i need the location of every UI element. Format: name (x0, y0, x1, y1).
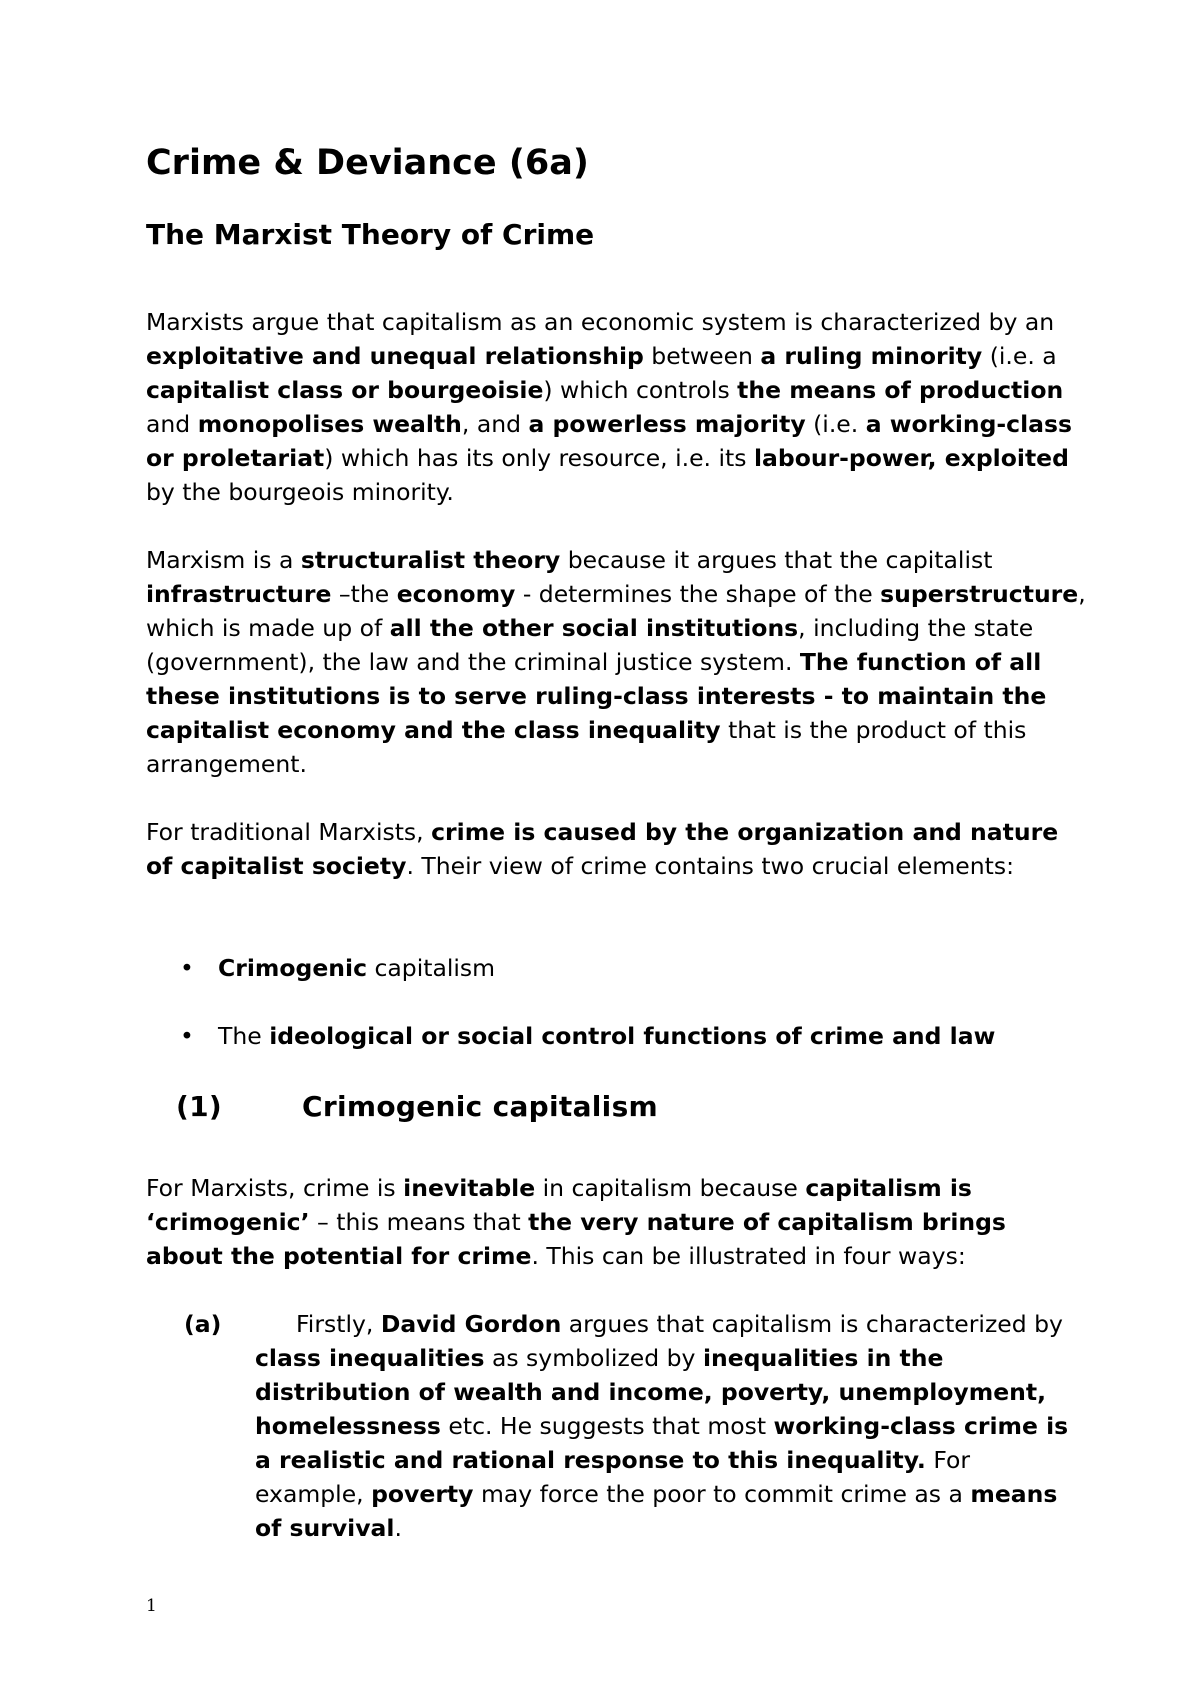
bold-text: class inequalities (255, 1344, 485, 1372)
bold-text: means of survival (255, 1480, 1058, 1542)
bold-text: structuralist theory (300, 546, 561, 574)
text-run: ) which controls (543, 376, 738, 404)
bullet-text (218, 1022, 995, 1050)
paragraph-marxist-argument (146, 305, 1086, 509)
bullet-icon: • (180, 1022, 194, 1050)
text-run: - determines the shape of the (515, 580, 881, 608)
bold-text: exploitative and unequal relationship (146, 342, 644, 370)
text-run: ) which has its only resource, i.e. its (324, 444, 754, 472)
bullet-item (180, 951, 495, 985)
text-run: argues that capitalism is characterized by (561, 1310, 1063, 1338)
bold-text: all the other social institutions (389, 614, 799, 642)
list-item-label: (a) (184, 1310, 222, 1338)
text-run: (i.e. a (982, 342, 1057, 370)
bold-text: Crimogenic (218, 954, 367, 982)
text-run: and (146, 410, 198, 438)
bold-text: ideological or social control functions of crime and law (269, 1022, 996, 1050)
bold-text: the means of production (737, 376, 1064, 404)
document-title: Crime & Deviance (6a) (146, 143, 589, 183)
text-run: For traditional Marxists, (146, 818, 432, 846)
bullet-item (180, 1019, 995, 1053)
bold-text: David Gordon (380, 1310, 562, 1338)
text-run: –the (331, 580, 397, 608)
text-run: as symbolized by (484, 1344, 703, 1372)
text-run: . Their view of crime contains two crucial elements: (406, 852, 1014, 880)
bold-text: the very nature of capitalism brings about the potential for crime (146, 1208, 1006, 1270)
list-item-runs (255, 1310, 1068, 1542)
bold-text: crime is caused by the organization and nature of capitalist society (146, 818, 1059, 880)
text-run: For Marxists, crime is (146, 1174, 404, 1202)
bold-text: a working-class or proletariat (146, 410, 1072, 472)
bold-text: a ruling minority (760, 342, 983, 370)
text-run: between (643, 342, 761, 370)
text-run: (i.e. (805, 410, 866, 438)
bullet-text (218, 954, 495, 982)
bold-text: monopolises wealth (197, 410, 462, 438)
text-run: , including the state (government), the law and the criminal justice system. (146, 614, 1034, 676)
text-run: Marxism is a (146, 546, 301, 574)
bold-text: capitalism is ‘crimogenic’ (146, 1174, 972, 1236)
text-run: capitalism (367, 954, 496, 982)
section-number: (1) (176, 1090, 222, 1123)
document-subtitle: The Marxist Theory of Crime (146, 218, 595, 251)
text-run: in capitalism because (535, 1174, 806, 1202)
paragraph-crimogenic (146, 1171, 1086, 1273)
list-item-text (255, 1307, 1085, 1545)
bold-text: labour-power, exploited (753, 444, 1069, 472)
paragraph-structuralist-theory (146, 543, 1086, 781)
text-run: . (394, 1514, 402, 1542)
bold-text: infrastructure (146, 580, 332, 608)
text-run: Firstly, (296, 1310, 381, 1338)
section-heading (176, 1090, 658, 1123)
page-number: 1 (146, 1596, 157, 1616)
text-run: Marxists argue that capitalism as an economic system is characterized by an (146, 308, 1055, 336)
bold-text: inevitable (403, 1174, 536, 1202)
bold-text: poverty (371, 1480, 474, 1508)
bold-text: capitalist class or bourgeoisie (146, 376, 544, 404)
text-run: may force the poor to commit crime as a (473, 1480, 971, 1508)
text-run: , which is made up of (146, 580, 1086, 642)
text-run: , and (461, 410, 529, 438)
bold-text: superstructure (880, 580, 1079, 608)
text-run: . This can be illustrated in four ways: (531, 1242, 966, 1270)
bold-text: a powerless majority (528, 410, 806, 438)
paragraph-traditional-marxists (146, 815, 1086, 883)
text-run: that is the product of this arrangement. (146, 716, 1027, 778)
bold-text: The function of all these institutions is to serve ruling-class interests - to maintain the capitalist economy and the class inequality (146, 648, 1047, 744)
text-run: because it argues that the capitalist (560, 546, 993, 574)
text-run: The (218, 1022, 270, 1050)
text-run: For example, (255, 1446, 971, 1508)
bullet-icon: • (180, 954, 194, 982)
section-title: Crimogenic capitalism (302, 1090, 659, 1123)
bold-text: inequalities in the distribution of wealth and income, poverty, unemployment, homelessness (255, 1344, 1047, 1440)
text-run: – this means that (309, 1208, 529, 1236)
bold-text: working-class crime is a realistic and rational response to this inequality. (255, 1412, 1069, 1474)
text-run: etc. He suggests that most (440, 1412, 774, 1440)
text-run: by the bourgeois minority. (146, 478, 454, 506)
bold-text: economy (396, 580, 516, 608)
